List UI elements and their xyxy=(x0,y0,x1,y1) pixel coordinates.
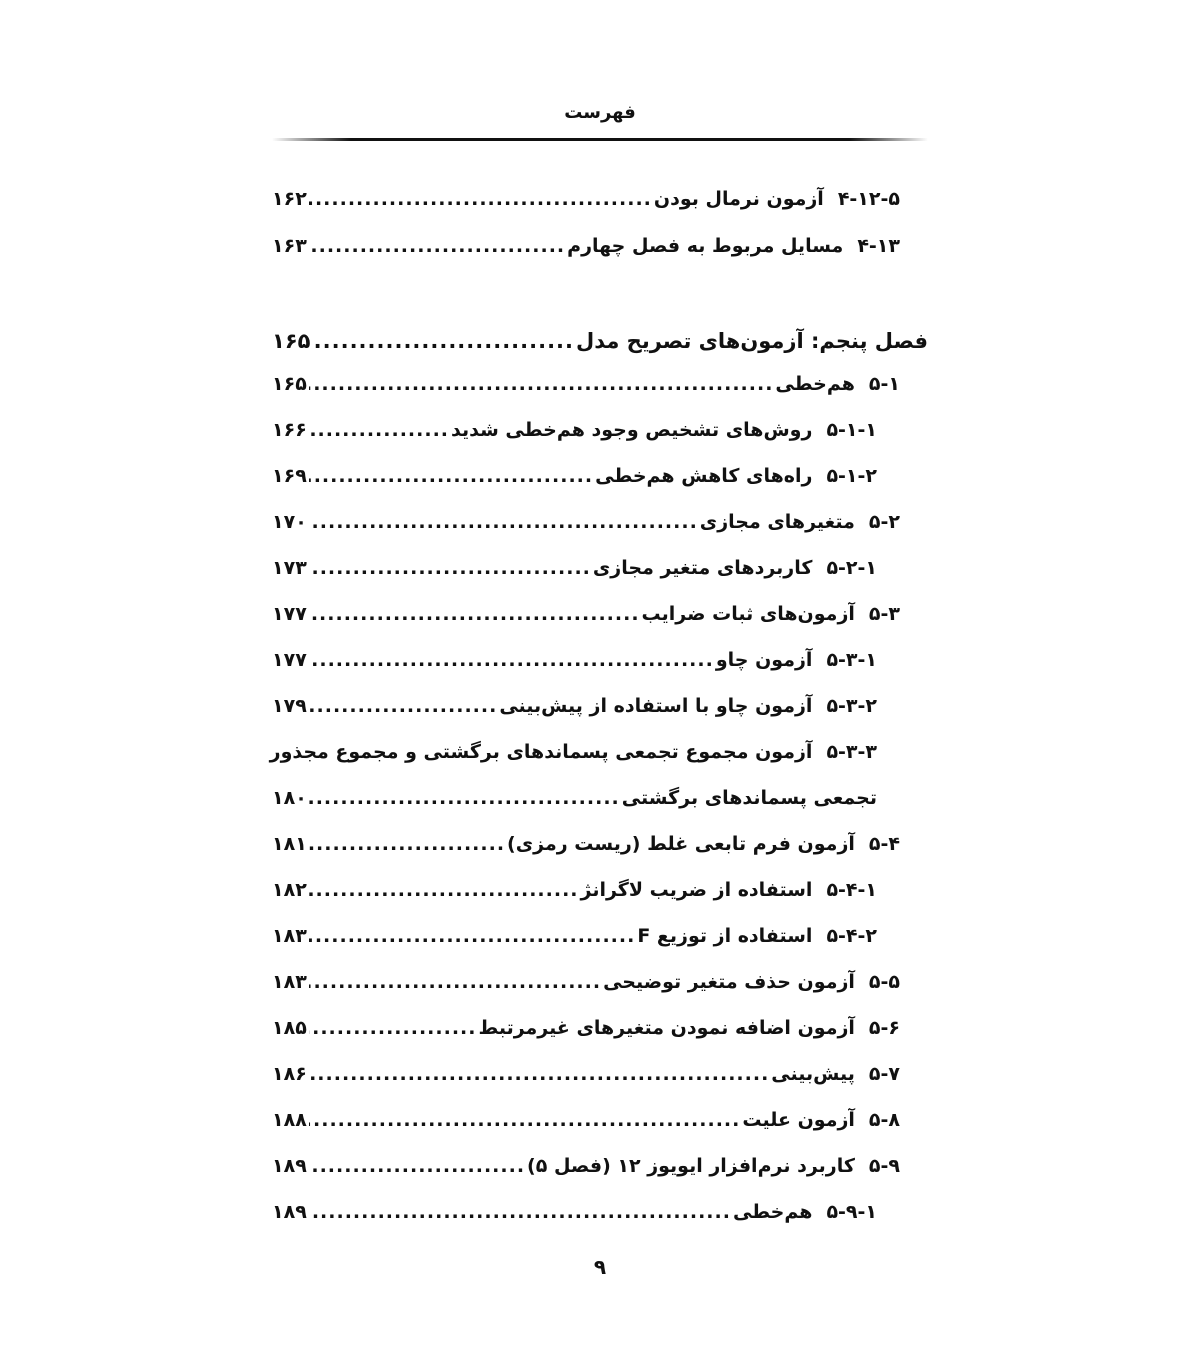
toc-entry-title: آزمون فرم تابعی غلط (ریست رمزی) xyxy=(507,833,855,855)
toc-entry-page: ۱۶۶ xyxy=(272,419,307,441)
toc-entry-page: ۱۸۸ xyxy=(272,1109,307,1131)
toc-entry-title: آزمون علیت xyxy=(742,1109,855,1131)
toc-entry-title: آزمون حذف متغیر توضیحی xyxy=(603,971,855,993)
toc-entry xyxy=(272,925,877,947)
toc-dot-leader xyxy=(309,971,601,993)
toc-entry-page: ۱۸۵ xyxy=(272,1017,307,1039)
toc-entry xyxy=(272,511,900,533)
toc-entry xyxy=(272,879,877,901)
toc-entry-page: ۱۶۵ xyxy=(272,373,307,395)
toc-entry-continuation xyxy=(272,787,877,809)
toc-entry-title: کاربرد نرم‌افزار ایویوز ۱۲ (فصل ۵) xyxy=(527,1155,855,1177)
toc-dot-leader xyxy=(309,603,640,625)
toc-entry xyxy=(272,419,877,441)
toc-chapter-title: فصل پنجم: آزمون‌های تصریح مدل xyxy=(576,329,928,353)
toc-dot-leader xyxy=(309,695,498,717)
toc-entry-title: مسایل مربوط به فصل چهارم xyxy=(567,235,844,257)
toc-entry-title: تجمعی پسماندهای برگشتی xyxy=(621,787,877,809)
toc-entry-number: ۵-۳-۲ xyxy=(826,695,877,717)
toc-dot-leader xyxy=(309,557,591,579)
toc-entry xyxy=(272,235,900,257)
toc-entry-page: ۱۸۰ xyxy=(272,787,307,809)
toc-entry-title: آزمون چاو با استفاده از پیش‌بینی xyxy=(499,695,813,717)
toc-entry-number: ۵-۶ xyxy=(868,1017,900,1039)
toc-entry-title: استفاده از توزیع F xyxy=(637,925,813,947)
toc-entry-number: ۵-۳-۳ xyxy=(826,741,877,763)
toc-entry-title: آزمون‌های ثبات ضرایب xyxy=(641,603,855,625)
toc-chapter-heading xyxy=(272,329,928,353)
toc-dot-leader xyxy=(309,465,593,487)
toc-entry-page: ۱۷۷ xyxy=(272,603,307,625)
toc-entry-page: ۱۶۳ xyxy=(272,235,307,257)
toc-entry xyxy=(272,557,877,579)
toc-dot-leader xyxy=(309,235,565,257)
toc-entry-number: ۵-۴-۲ xyxy=(826,925,877,947)
toc-entry xyxy=(272,1017,900,1039)
toc-entry-title: پیش‌بینی xyxy=(771,1063,855,1085)
toc-entry-title: آزمون مجموع تجمعی پسماندهای برگشتی و مجموع مجذور xyxy=(269,741,813,763)
toc-entry-number: ۵-۹ xyxy=(868,1155,900,1177)
toc-entry-page: ۱۸۳ xyxy=(272,971,307,993)
toc-entry xyxy=(272,188,900,210)
toc-entry xyxy=(272,1063,900,1085)
toc-dot-leader xyxy=(309,419,449,441)
toc-entry-page: ۱۸۳ xyxy=(272,925,307,947)
toc-entry-page: ۱۷۷ xyxy=(272,649,307,671)
toc-dot-leader xyxy=(309,787,620,809)
toc-entry-number: ۵-۱-۲ xyxy=(826,465,877,487)
toc-entry-page: ۱۸۲ xyxy=(272,879,307,901)
toc-dot-leader xyxy=(309,188,652,210)
toc-entry-page: ۱۷۰ xyxy=(272,511,307,533)
toc-entry-title: راه‌های کاهش هم‌خطی xyxy=(595,465,813,487)
toc-entry-page: ۱۷۳ xyxy=(272,557,307,579)
toc-dot-leader xyxy=(309,879,579,901)
toc-entry-page: ۱۶۹ xyxy=(272,465,307,487)
toc-entry-number: ۵-۷ xyxy=(868,1063,900,1085)
toc-entry-number: ۵-۱ xyxy=(868,373,900,395)
toc-entry xyxy=(269,741,877,763)
toc-entry-number: ۵-۸ xyxy=(868,1109,900,1131)
toc-entry xyxy=(272,649,877,671)
toc-entry-page: ۱۸۹ xyxy=(272,1201,307,1223)
toc-entry-title: هم‌خطی xyxy=(732,1201,813,1223)
toc-entry-title: استفاده از ضریب لاگرانژ xyxy=(580,879,813,901)
toc-entry-number: ۵-۹-۱ xyxy=(826,1201,877,1223)
toc-entry-page: ۱۸۶ xyxy=(272,1063,307,1085)
toc-entry-number: ۵-۴-۱ xyxy=(826,879,877,901)
toc-entry-number: ۵-۴ xyxy=(868,833,900,855)
toc-entry-number: ۵-۵ xyxy=(868,971,900,993)
toc-dot-leader xyxy=(309,1109,741,1131)
toc-entry xyxy=(272,1201,877,1223)
toc-entry-number: ۵-۲-۱ xyxy=(826,557,877,579)
page-header-title: فهرست xyxy=(564,102,636,123)
toc-entry-page: ۱۸۹ xyxy=(272,1155,307,1177)
toc-dot-leader xyxy=(309,649,714,671)
toc-entry-number: ۵-۳-۱ xyxy=(826,649,877,671)
toc-dot-leader xyxy=(309,1155,525,1177)
toc-entry-title: روش‌های تشخیص وجود هم‌خطی شدید xyxy=(451,419,813,441)
toc-entry-number: ۴-۱۲-۵ xyxy=(837,188,900,210)
toc-entry xyxy=(272,465,877,487)
toc-dot-leader xyxy=(309,925,636,947)
toc-entry-number: ۵-۳ xyxy=(868,603,900,625)
toc-entry-title: کاربردهای متغیر مجازی xyxy=(592,557,813,579)
toc-entry xyxy=(272,1109,900,1131)
toc-dot-leader xyxy=(309,373,774,395)
toc-dot-leader xyxy=(309,1063,769,1085)
toc-entry xyxy=(272,695,877,717)
toc-entry-page: ۱۶۵ xyxy=(272,329,311,353)
toc-entry-page: ۱۶۲ xyxy=(272,188,307,210)
toc-entry-title: آزمون اضافه نمودن متغیرهای غیرمرتبط xyxy=(478,1017,855,1039)
toc-entry-page: ۱۷۹ xyxy=(272,695,307,717)
toc-entry xyxy=(272,971,900,993)
toc-entry-title: هم‌خطی xyxy=(775,373,855,395)
toc-entry xyxy=(272,373,900,395)
toc-dot-leader xyxy=(309,1201,731,1223)
toc-entry-page: ۱۸۱ xyxy=(272,833,307,855)
toc-entry xyxy=(272,833,900,855)
page-number: ۹ xyxy=(593,1255,607,1279)
toc-entry-title: متغیرهای مجازی xyxy=(699,511,855,533)
toc-entry-number: ۵-۲ xyxy=(868,511,900,533)
toc-dot-leader xyxy=(309,1017,477,1039)
toc-entry xyxy=(272,1155,900,1177)
toc-entry xyxy=(272,603,900,625)
toc-dot-leader xyxy=(312,329,574,353)
toc-entry-number: ۵-۱-۱ xyxy=(826,419,877,441)
toc-entry-title: آزمون نرمال بودن xyxy=(653,188,824,210)
toc-entry-title: آزمون چاو xyxy=(715,649,813,671)
toc-dot-leader xyxy=(309,833,505,855)
toc-dot-leader xyxy=(309,511,698,533)
toc-entry-number: ۴-۱۳ xyxy=(857,235,900,257)
